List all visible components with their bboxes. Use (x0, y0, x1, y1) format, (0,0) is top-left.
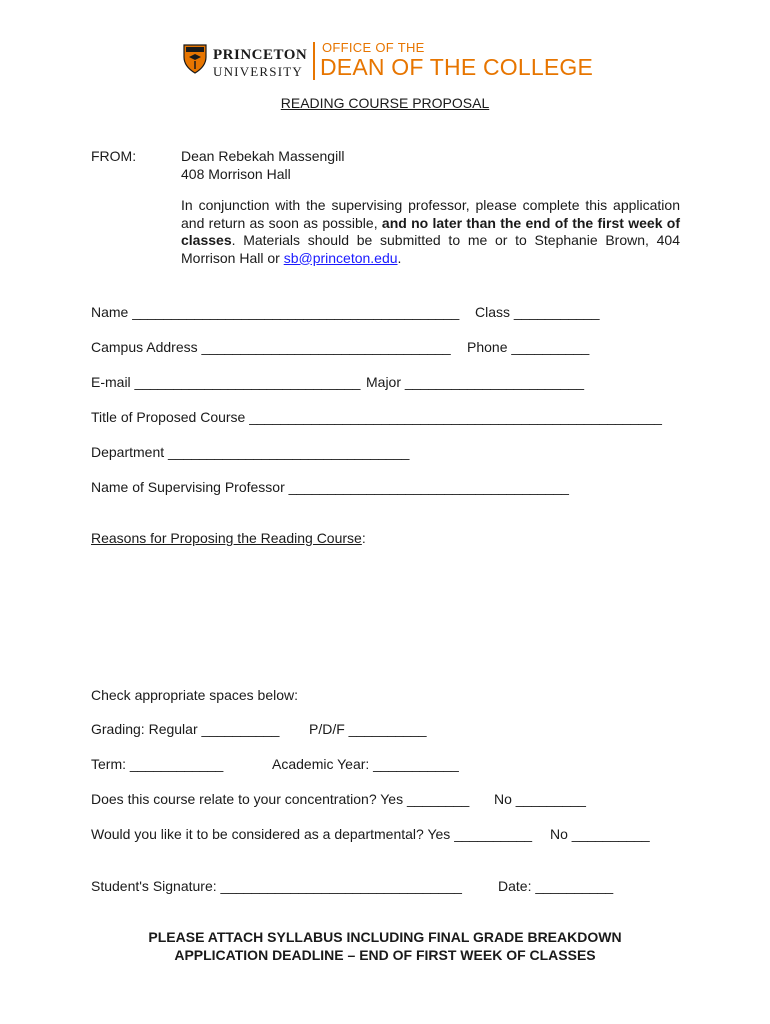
departmental-question[interactable]: Would you like it to be considered as a departmental? Yes __________ (91, 826, 533, 842)
supervisor-field[interactable]: Name of Supervising Professor ____________________________________ (91, 479, 569, 495)
from-name: Dean Rebekah Massengill (181, 148, 345, 164)
reasons-answer-area[interactable] (91, 550, 681, 670)
office-label: OFFICE OF THE (322, 40, 425, 55)
department-field[interactable]: Department _______________________________ (91, 444, 410, 460)
reasons-label: Reasons for Proposing the Reading Course (91, 530, 362, 546)
instructions-deadline: and no later than the end of the first week of classes (181, 214, 680, 248)
campus-address-field[interactable]: Campus Address ________________________________ (91, 339, 451, 355)
academic-year-field[interactable]: Academic Year: ___________ (272, 756, 459, 772)
instructions-paragraph (181, 197, 680, 267)
class-field[interactable]: Class ___________ (475, 304, 600, 320)
from-address: 408 Morrison Hall (181, 166, 291, 182)
email-field[interactable]: E-mail _____________________________ (91, 374, 361, 390)
reasons-heading (91, 530, 366, 546)
term-field[interactable]: Term: ____________ (91, 756, 224, 772)
name-field[interactable]: Name __________________________________________ (91, 304, 460, 320)
departmental-no-field[interactable]: No __________ (550, 826, 650, 842)
document-title: READING COURSE PROPOSAL (280, 95, 490, 111)
phone-field[interactable]: Phone __________ (467, 339, 590, 355)
major-field[interactable]: Major _______________________ (366, 374, 584, 390)
concentration-no-field[interactable]: No _________ (494, 791, 586, 807)
grading-regular-field[interactable]: Grading: Regular __________ (91, 721, 280, 737)
header-divider (313, 42, 315, 80)
footer-syllabus-note: PLEASE ATTACH SYLLABUS INCLUDING FINAL GRADE BREAKDOWN (148, 929, 622, 945)
student-signature-field[interactable]: Student's Signature: _______________________________ (91, 878, 462, 894)
footer-deadline-note: APPLICATION DEADLINE – END OF FIRST WEEK OF CLASSES (174, 947, 596, 963)
university-name-line1: PRINCETON (213, 47, 308, 63)
university-name-line2: UNIVERSITY (213, 64, 303, 79)
from-label: FROM: (91, 148, 137, 164)
concentration-question[interactable]: Does this course relate to your concentration? Yes ________ (91, 791, 470, 807)
instructions-text-2: . Materials should be submitted to me or to Stephanie Brown, 404 Morrison Hall or (181, 232, 680, 266)
letterhead (183, 40, 603, 84)
check-intro: Check appropriate spaces below: (91, 687, 299, 703)
reasons-colon: : (361, 530, 366, 546)
instructions-text-3: . (397, 249, 402, 266)
grading-pdf-field[interactable]: P/D/F __________ (309, 721, 427, 737)
course-title-field[interactable]: Title of Proposed Course _____________________________________________________ (91, 409, 662, 425)
date-field[interactable]: Date: __________ (498, 878, 614, 894)
office-title: DEAN OF THE COLLEGE (320, 54, 594, 80)
email-link[interactable]: sb@princeton.edu (283, 249, 398, 266)
instructions-text-1: In conjunction with the supervising professor, please complete this application and return as soon as possible, (181, 197, 680, 231)
princeton-shield-icon (183, 44, 207, 74)
